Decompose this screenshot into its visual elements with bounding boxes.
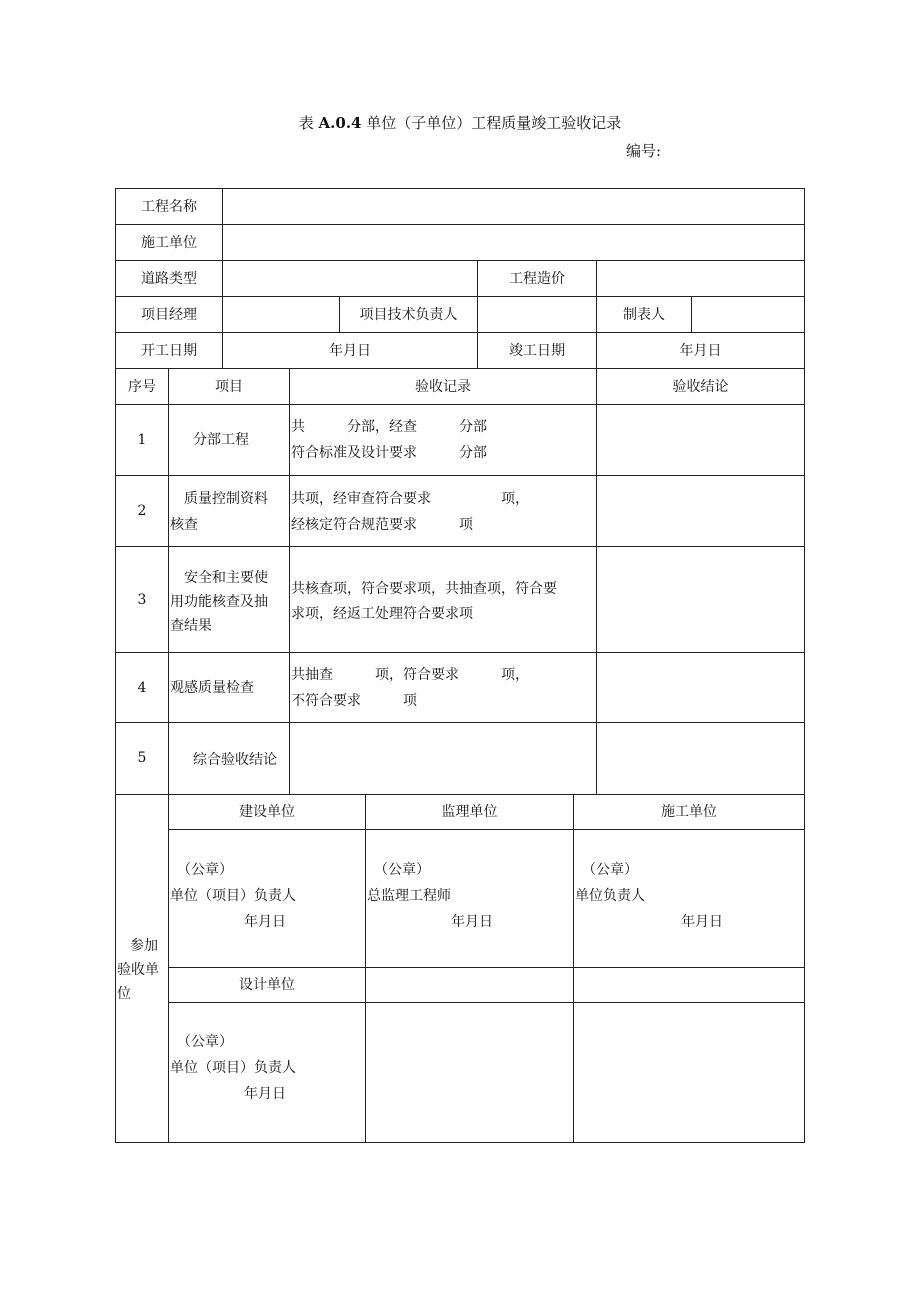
- builder-label-cell: 施工单位: [115, 224, 223, 261]
- table-row-no: 5: [115, 722, 169, 795]
- start-date-label-cell: 开工日期: [115, 332, 223, 369]
- table-row-record: 共抽查 项，符合要求 项， 不符合要求 项: [289, 652, 597, 723]
- table-row-conclusion[interactable]: [596, 652, 805, 723]
- final-conclusion-field[interactable]: [289, 722, 597, 795]
- project-name-field[interactable]: [222, 188, 805, 225]
- pm-field[interactable]: [222, 296, 340, 333]
- signer-label: 单位（项目）负责人: [170, 1060, 296, 1076]
- start-date-field[interactable]: 年月日: [222, 332, 478, 369]
- table-row-item: 综合验收结论: [168, 722, 290, 795]
- contractor-unit-header: 施工单位: [573, 794, 805, 830]
- supervision-unit-header: 监理单位: [365, 794, 574, 830]
- table-row-record: 共项，经审查符合要求 项， 经核定符合规范要求 项: [289, 475, 597, 547]
- table-row-no: 4: [115, 652, 169, 723]
- table-row-no: 3: [115, 546, 169, 653]
- seal-label: （公章）: [177, 862, 233, 878]
- seal-label: （公章）: [374, 862, 430, 878]
- pm-label-cell: 项目经理: [115, 296, 223, 333]
- table-row-no: 1: [115, 404, 169, 476]
- road-type-label-cell: 道路类型: [115, 260, 223, 297]
- signer-label: 单位负责人: [575, 888, 645, 904]
- cost-field[interactable]: [596, 260, 805, 297]
- date-label: 年月日: [451, 914, 493, 930]
- design-unit-header: 设计单位: [168, 967, 366, 1003]
- end-date-label-cell: 竣工日期: [477, 332, 597, 369]
- table-row-item: 安全和主要使 用功能核查及抽 查结果: [168, 546, 290, 653]
- table-row-item: 质量控制资料 核查: [168, 475, 290, 547]
- contractor-unit-sign-cell[interactable]: [573, 829, 805, 968]
- col-header-record: 验收记录: [289, 368, 597, 405]
- supervision-unit-sign-cell[interactable]: [365, 829, 574, 968]
- tech-lead-label-cell: 项目技术负责人: [339, 296, 478, 333]
- design-unit-sign-cell[interactable]: [168, 1002, 366, 1143]
- table-row-conclusion[interactable]: [596, 404, 805, 476]
- signer-label: 单位（项目）负责人: [170, 888, 296, 904]
- empty-sign-cell[interactable]: [573, 1002, 805, 1143]
- table-row-record: 共 分部，经查 分部 符合标准及设计要求 分部: [289, 404, 597, 476]
- serial-number-label: 编号:: [626, 142, 662, 160]
- table-row-conclusion[interactable]: [596, 546, 805, 653]
- table-row-item: 分部工程: [168, 404, 290, 476]
- table-row-record: 共核查项，符合要求项，共抽查项，符合要 求项，经返工处理符合要求项: [289, 546, 597, 653]
- seal-label: （公章）: [177, 1034, 233, 1050]
- date-label: 年月日: [681, 914, 723, 930]
- form-title: 表 A.0.4 单位（子单位）工程质量竣工验收记录: [298, 114, 622, 132]
- end-date-field[interactable]: 年月日: [596, 332, 805, 369]
- participants-label-cell: 参加 验收单 位: [115, 794, 169, 1143]
- prepared-by-label-cell: 制表人: [596, 296, 692, 333]
- seal-label: （公章）: [582, 862, 638, 878]
- table-row-conclusion[interactable]: [596, 722, 805, 795]
- col-header-no: 序号: [115, 368, 169, 405]
- table-row-conclusion[interactable]: [596, 475, 805, 547]
- project-name-label-cell: 工程名称: [115, 188, 223, 225]
- col-header-conclusion: 验收结论: [596, 368, 805, 405]
- empty-sign-cell[interactable]: [365, 1002, 574, 1143]
- date-label: 年月日: [244, 1086, 286, 1102]
- signer-label: 总监理工程师: [367, 888, 451, 904]
- builder-field[interactable]: [222, 224, 805, 261]
- prepared-by-field[interactable]: [691, 296, 805, 333]
- table-row-item: 观感质量检查: [168, 652, 290, 723]
- empty-header-cell: [573, 967, 805, 1003]
- col-header-item: 项目: [168, 368, 290, 405]
- cost-label-cell: 工程造价: [477, 260, 597, 297]
- table-row-no: 2: [115, 475, 169, 547]
- date-label: 年月日: [244, 914, 286, 930]
- road-type-field[interactable]: [222, 260, 478, 297]
- empty-header-cell: [365, 967, 574, 1003]
- tech-lead-field[interactable]: [477, 296, 597, 333]
- construction-unit-sign-cell[interactable]: [168, 829, 366, 968]
- construction-unit-header: 建设单位: [168, 794, 366, 830]
